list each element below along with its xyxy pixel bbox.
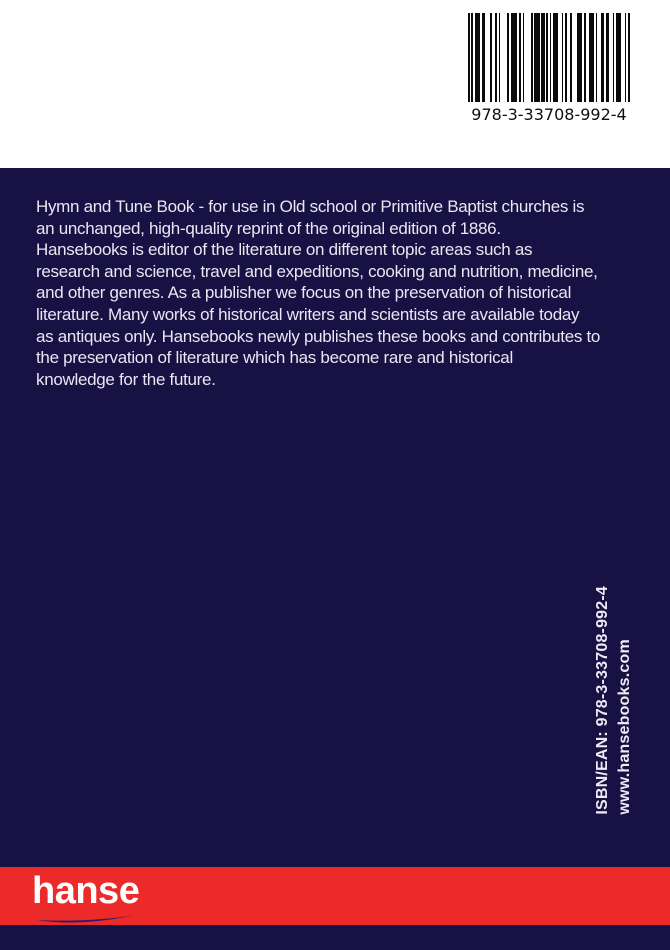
description-line: and other genres. As a publisher we focus on the preservation of historical (36, 283, 572, 303)
description-line: literature. Many works of historical writers and scientists are available today (36, 304, 580, 324)
publisher-logo-text: hanse (32, 870, 140, 912)
description-line: the preservation of literature which has become rare and historical (36, 348, 513, 368)
description-text (36, 196, 646, 390)
description-line: Hymn and Tune Book - for use in Old school or Primitive Baptist churches is (36, 197, 585, 216)
isbn-ean-vertical-label: ISBN/EAN: 978-3-33708-992-4 (594, 586, 611, 815)
description-line: Hansebooks is editor of the literature on different topic areas such as (36, 240, 533, 260)
barcode-bars (468, 13, 630, 102)
barcode (468, 13, 630, 125)
description-line: as antiques only. Hansebooks newly publishes these books and contributes to (36, 326, 601, 346)
publisher-website-vertical-label: www.hansebooks.com (616, 639, 633, 815)
publisher-logo (32, 871, 152, 925)
description-line: knowledge for the future. (36, 369, 216, 389)
footer-band (0, 867, 670, 925)
logo-swoosh-icon (36, 912, 136, 926)
description-line: an unchanged, high-quality reprint of the original edition of 1886. (36, 218, 501, 238)
vertical-side-text (592, 586, 636, 815)
barcode-number: 978-3-33708-992-4 (471, 105, 627, 124)
barcode-panel (0, 0, 670, 168)
description-line: research and science, travel and expeditions, cooking and nutrition, medicine, (36, 261, 598, 281)
